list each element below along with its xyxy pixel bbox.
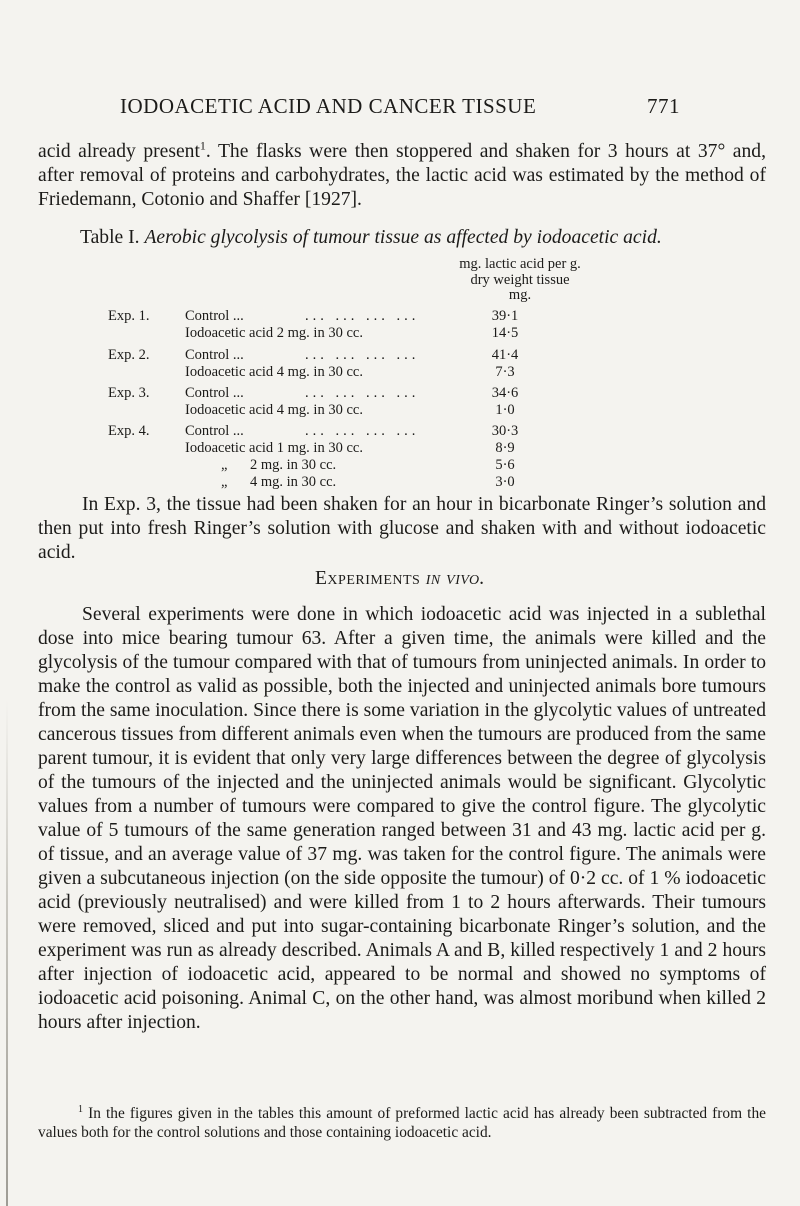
- exp-label: Exp. 3.: [108, 385, 150, 401]
- row-value: 41·4: [491, 347, 519, 363]
- column-unit: mg.: [508, 287, 532, 303]
- ditto-mark: „: [221, 457, 228, 473]
- row-label: Control ...: [185, 347, 244, 363]
- row-label: Iodoacetic acid 4 mg. in 30 cc.: [185, 364, 363, 380]
- after-table-paragraph: In Exp. 3, the tissue had been shaken for an hour in bicarbonate Ringer’s solution and then put into fresh Ringer’s solution with glucose and shaken with and without iodoacetic acid.: [38, 494, 766, 563]
- table-title: Aerobic glycolysis of tumour tissue as affected by iodoacetic acid.: [144, 227, 662, 248]
- row-label: Control ...: [185, 423, 244, 439]
- main-paragraph: Several experiments were done in which iodoacetic acid was injected in a sublethal dose into mice bearing tumour 63. After a given time, the animals were killed and the glycolysis of the tumour compared with that of tumours from uninjected animals. In order to make the control as valid as possible, both the injected and uninjected animals bore tumours from the same inoculation. Since there is some variation in the glycolytic values of untreated cancerous tissues from different animals even when the tumours are produced from the same parent tumour, it is evident that only very large differences between the degree of glycolysis of the tumours of the injected and the uninjected animals would be significant. Glycolytic values from a number of tumours were compared to give the control figure. The glycolytic value of 5 tumours of the same generation ranged between 31 and 43 mg. lactic acid per g. of tissue, and an average value of 37 mg. was taken for the control figure. The animals were given a subcutaneous injection (on the side opposite the tumour) of 0·2 cc. of 1 % iodoacetic acid (previously neutralised) and were killed from 1 to 2 hours afterwards. Their tumours were removed, sliced and put into sugar-containing bicarbonate Ringer’s solution, and the experiment was run as already described. Animals A and B, killed respectively 1 and 2 hours after injection of iodoacetic acid, appeared to be normal and showed no symptoms of iodoacetic acid poisoning. Animal C, on the other hand, was almost moribund when killed 2 hours after injection.: [38, 604, 766, 1033]
- footnote-text: In the figures given in the tables this amount of preformed lactic acid has already been subtracted from the values both for the control solutions and those containing iodoacetic acid.: [38, 1105, 766, 1141]
- intro-text: acid already present: [38, 141, 200, 162]
- row-value: 8·9: [495, 440, 515, 456]
- table-label: Table I.: [80, 227, 140, 248]
- intro-paragraph: [38, 140, 766, 212]
- page-edge-shadow: [6, 700, 8, 1206]
- row-value: 39·1: [491, 308, 519, 324]
- row-label: Control ...: [185, 385, 244, 401]
- table-column-header: [400, 257, 640, 304]
- row-label: Iodoacetic acid 4 mg. in 30 cc.: [185, 402, 363, 418]
- leader-dots: ... ... ... ...: [305, 347, 420, 363]
- intro-text-continued: . The flasks were then stoppered and shaken for 3 hours at 37° and, after removal of proteins and carbohydrates, the lactic acid was estimated by the method of Friedemann, Cotonio and Shaffer [1927].: [38, 141, 766, 210]
- page-number: 771: [647, 94, 680, 118]
- row-value: 30·3: [491, 423, 519, 439]
- exp-label: Exp. 4.: [108, 423, 150, 439]
- section-heading: [0, 568, 800, 590]
- running-header: [120, 94, 680, 122]
- section-heading-italic: in vivo.: [425, 568, 486, 589]
- column-header-line1: mg. lactic acid per g.: [459, 256, 581, 272]
- ditto-mark: „: [221, 474, 228, 490]
- table-caption: [80, 227, 780, 249]
- row-value: 14·5: [491, 325, 519, 341]
- row-label: Iodoacetic acid 1 mg. in 30 cc.: [185, 440, 363, 456]
- exp-label: Exp. 1.: [108, 308, 150, 324]
- row-label: 4 mg. in 30 cc.: [250, 474, 337, 490]
- exp-label: Exp. 2.: [108, 347, 150, 363]
- row-value: 7·3: [495, 364, 515, 380]
- row-label: 2 mg. in 30 cc.: [250, 457, 337, 473]
- footnote: [38, 1104, 766, 1142]
- row-value: 1·0: [495, 402, 515, 418]
- row-value: 34·6: [491, 385, 519, 401]
- leader-dots: ... ... ... ...: [305, 385, 420, 401]
- row-label: Control ...: [185, 308, 244, 324]
- column-header-line2: dry weight tissue: [470, 271, 570, 288]
- leader-dots: ... ... ... ...: [305, 423, 420, 439]
- row-label: Iodoacetic acid 2 mg. in 30 cc.: [185, 325, 363, 341]
- row-value: 3·0: [495, 474, 515, 490]
- footnote-mark: 1: [78, 1103, 83, 1115]
- running-title: IODOACETIC ACID AND CANCER TISSUE: [120, 94, 537, 118]
- footnote-marker: 1: [199, 138, 206, 153]
- row-value: 5·6: [495, 457, 515, 473]
- leader-dots: ... ... ... ...: [305, 308, 420, 324]
- section-heading-word: Experiments: [314, 568, 421, 589]
